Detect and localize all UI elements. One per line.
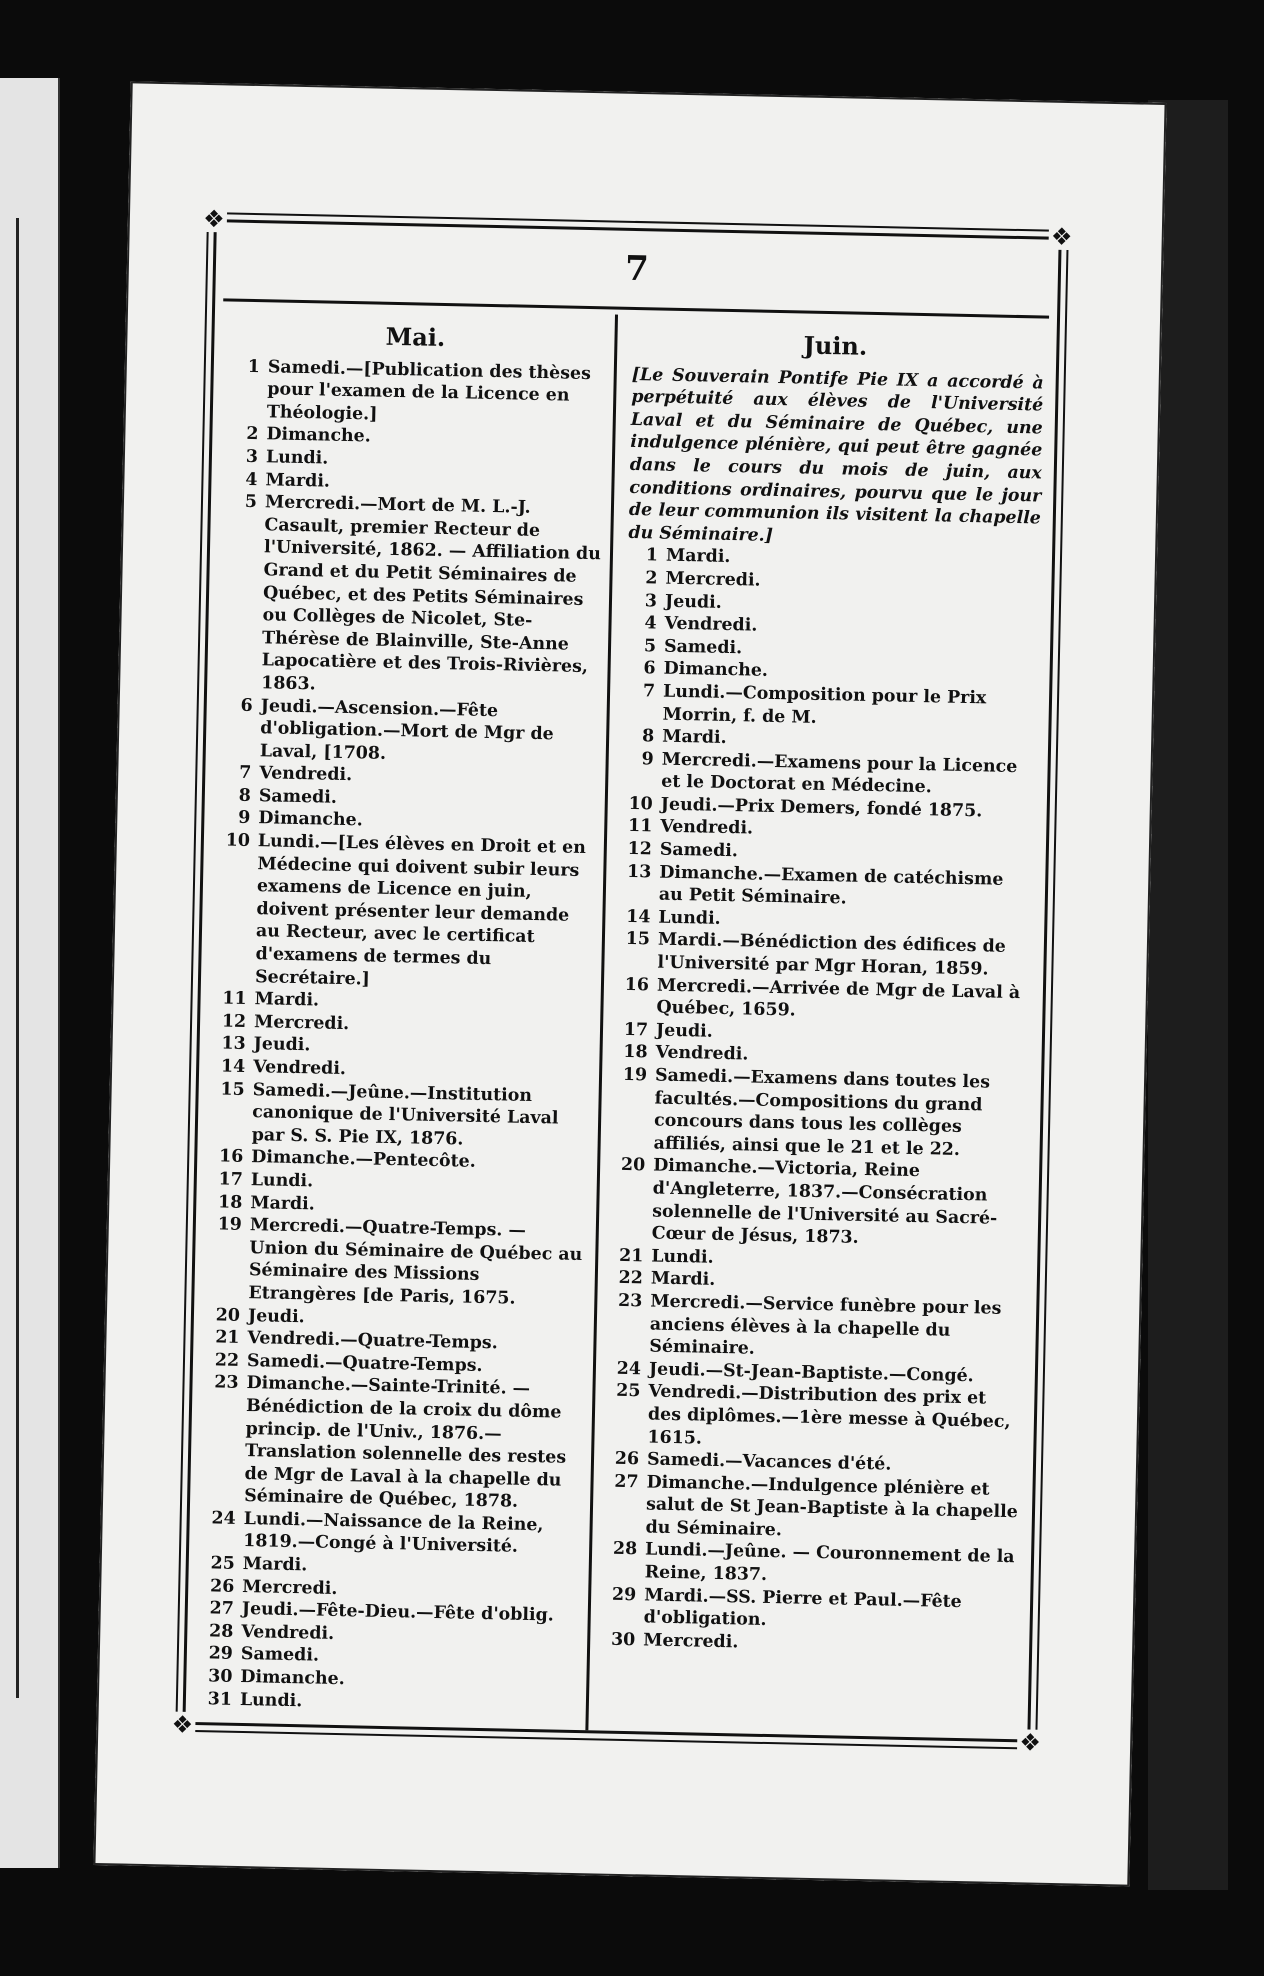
day-number: 30: [610, 1629, 636, 1651]
day-number: 29: [208, 1643, 234, 1665]
day-text: Samedi.—Quatre-Temps.: [246, 1350, 483, 1376]
day-number: 27: [614, 1471, 639, 1492]
day-number: 19: [217, 1214, 243, 1236]
day-number: 4: [644, 613, 657, 634]
day-text: Dimanche.—Examen de catéchisme au Petit Séminaire.: [658, 862, 1004, 909]
day-text: Samedi.—Jeûne.—Institution canonique de l'Université Laval par S. S. Pie IX, 1876.: [251, 1079, 559, 1150]
day-number: 11: [222, 988, 247, 1010]
day-number: 17: [623, 1019, 649, 1041]
calendar-entry: [199, 1507, 582, 1560]
day-text: Vendredi.: [655, 1042, 749, 1065]
day-text: Jeudi.: [664, 591, 722, 613]
day-text: Jeudi.: [253, 1034, 311, 1056]
day-number: 19: [622, 1064, 648, 1086]
day-text: Jeudi.: [247, 1305, 305, 1327]
day-text: Lundi.: [651, 1246, 714, 1268]
day-text: Vendredi.: [241, 1621, 335, 1644]
day-text: Mercredi.—Service funèbre pour les anciens élèves à la chapelle du Séminaire.: [649, 1291, 1002, 1359]
day-number: 4: [245, 469, 258, 490]
day-number: 13: [626, 861, 652, 883]
day-text: Lundi.—Composition pour le Prix Morrin, f. de M.: [662, 681, 987, 728]
day-text: Samedi.—Vacances d'été.: [646, 1449, 892, 1475]
day-text: Vendredi.: [664, 613, 758, 636]
calendar-entry: [608, 1154, 1028, 1253]
day-number: 5: [643, 635, 657, 657]
day-text: Mardi.: [254, 989, 320, 1011]
day-text: Jeudi.—Prix Demers, fondé 1875.: [660, 794, 983, 822]
left-page-rule: [16, 218, 25, 1698]
day-text: Samedi.: [659, 839, 739, 862]
day-number: 7: [642, 681, 656, 702]
calendar-entry: [200, 1371, 585, 1515]
day-text: Dimanche.: [240, 1667, 345, 1690]
day-text: Mardi.—SS. Pierre et Paul.—Fête d'obligation.: [643, 1585, 962, 1631]
day-text: Samedi.—[Publication des thèses pour l'examen de la Licence en Théologie.]: [266, 356, 592, 425]
day-number: 17: [218, 1169, 244, 1190]
day-text: Lundi.: [250, 1170, 314, 1192]
day-text: Dimanche.—Sainte-Trinité. — Bénédiction de la croix du dôme princip. de l'Univ., 1876.—Translation solennelle des restes de Mgr de Laval à la chapelle du Séminaire de Québec, 1878.: [243, 1373, 567, 1513]
day-number: 22: [214, 1350, 240, 1371]
day-text: Dimanche.: [266, 424, 371, 447]
day-text: Samedi.: [663, 636, 743, 658]
day-number: 28: [208, 1621, 234, 1642]
day-text: Samedi.: [240, 1644, 320, 1667]
calendar-entry: [216, 694, 599, 770]
day-text: Vendredi.: [252, 1057, 347, 1080]
day-text: Vendredi.—Distribution des prix et des diplômes.—1ère messe à Québec, 1615.: [647, 1381, 1011, 1449]
corner-ornament-icon: ❖: [1048, 224, 1075, 251]
day-number: 24: [211, 1508, 236, 1529]
day-text: Mercredi.—Mort de M. L.-J. Casault, premier Recteur de l'Université, 1862. — Affiliation du Grand et du Petit Séminaires de Québec, et des Petits Séminaires ou Collèges de Nicolet, Ste-Thérèse de Blainville, Ste-Anne Lapocatière et des Trois-Rivières, 1863.: [261, 492, 602, 695]
day-number: 7: [239, 763, 252, 784]
day-text: Lundi.: [658, 907, 721, 929]
day-number: 15: [625, 929, 651, 950]
day-text: Samedi.—Examens dans toutes les facultés.—Compositions du grand concours dans tous les collèges affiliés, ainsi que le 21 et le 22.: [653, 1065, 991, 1160]
june-intro-note: [Le Souverain Pontife Pie IX a accordé à perpétuité aux élèves de l'Université Laval et du Séminaire de Québec, une indulgence plénière, qui peut être gagnée dans le cours du mois de juin, aux conditions ordinaires, pourvu que le jour de leur communion ils visitent la chapelle du Séminaire.]: [628, 364, 1044, 546]
day-text: Mardi.: [650, 1268, 716, 1291]
day-text: Jeudi.—St-Jean-Baptiste.—Congé.: [648, 1359, 974, 1387]
may-entries: [196, 355, 606, 1718]
day-text: Mercredi.: [253, 1011, 350, 1034]
day-number: 26: [614, 1448, 640, 1470]
calendar-entry: [605, 1290, 1024, 1367]
june-column: [599, 327, 1045, 1660]
day-number: 25: [616, 1381, 641, 1402]
day-text: Mercredi.: [242, 1576, 338, 1599]
almanac-page: [93, 81, 1166, 1886]
day-text: Lundi.—[Les élèves en Droit et en Médecine qui doivent subir leurs examens de Licence en juin, doivent présenter leur demande au Recteur, avec le certificat d'examens de termes du Secrétaire.]: [254, 831, 587, 990]
calendar-entry: [223, 355, 606, 431]
day-text: Vendredi.: [660, 817, 754, 840]
day-number: 21: [618, 1245, 644, 1267]
day-number: 1: [645, 545, 659, 566]
day-number: 23: [617, 1290, 643, 1312]
calendar-entry: [204, 1213, 588, 1311]
day-text: Lundi.—Naissance de la Reine, 1819.—Congé à l'Université.: [243, 1508, 544, 1558]
corner-ornament-icon: ❖: [1017, 1729, 1044, 1756]
day-text: Dimanche.—Pentecôte.: [251, 1147, 476, 1173]
day-number: 16: [218, 1146, 244, 1168]
day-text: Lundi.—Jeûne. — Couronnement de la Reine, 1837.: [644, 1539, 1015, 1586]
day-text: Mercredi.—Examens pour la Licence et le Doctorat en Médecine.: [661, 749, 1018, 798]
day-number: 16: [624, 974, 650, 996]
day-text: Jeudi.—Fête-Dieu.—Fête d'oblig.: [241, 1599, 555, 1626]
day-number: 3: [644, 590, 658, 612]
day-number: 21: [215, 1327, 240, 1349]
day-text: Mercredi.—Arrivée de Mgr de Laval à Québec, 1659.: [656, 975, 1021, 1021]
calendar-entry: [208, 1078, 591, 1154]
day-number: 6: [643, 658, 656, 679]
month-title-may: Mai.: [385, 321, 446, 352]
day-number: 25: [210, 1553, 235, 1574]
day-text: Mercredi.: [665, 568, 761, 591]
day-number: 20: [215, 1304, 241, 1326]
day-number: 20: [620, 1155, 646, 1176]
day-number: 2: [246, 424, 259, 445]
day-number: 8: [641, 726, 655, 747]
day-number: 24: [616, 1358, 642, 1380]
day-number: 11: [627, 816, 653, 837]
day-number: 12: [627, 838, 653, 860]
day-number: 12: [221, 1011, 247, 1032]
day-text: Dimanche.—Victoria, Reine d'Angleterre, 1837.—Consécration solennelle de l'Université au Sacré-Cœur de Jésus, 1873.: [651, 1155, 998, 1248]
day-number: 31: [207, 1688, 233, 1710]
day-number: 10: [225, 830, 251, 852]
day-number: 29: [611, 1584, 637, 1605]
calendar-entry: [601, 1470, 1020, 1547]
day-number: 8: [238, 785, 252, 806]
day-text: Mardi.: [250, 1192, 316, 1215]
day-number: 22: [618, 1268, 644, 1289]
day-text: Mardi.: [265, 469, 331, 492]
day-text: Jeudi.: [655, 1020, 713, 1042]
adjacent-left-page: [0, 78, 60, 1868]
day-text: Mardi.: [661, 726, 727, 749]
day-text: Mercredi.: [643, 1630, 739, 1653]
day-text: Samedi.: [258, 786, 338, 808]
june-entries: [599, 544, 1040, 1660]
day-number: 26: [209, 1575, 235, 1597]
may-column: [196, 318, 607, 1718]
month-title-june: Juin.: [803, 330, 868, 361]
page-frame: [171, 204, 1073, 1757]
day-number: 10: [628, 793, 653, 815]
day-number: 9: [238, 808, 251, 829]
page-number: 7: [624, 248, 650, 290]
day-number: 2: [645, 568, 658, 589]
day-number: 13: [221, 1033, 246, 1055]
day-number: 18: [217, 1191, 243, 1213]
corner-ornament-icon: ❖: [169, 1712, 196, 1739]
calendar-entry: [609, 1064, 1029, 1163]
day-text: Dimanche.: [258, 808, 363, 831]
day-number: 14: [625, 906, 651, 928]
day-text: Dimanche.: [663, 658, 769, 682]
day-text: Mercredi.—Quatre-Temps. — Union du Séminaire de Québec au Séminaire des Missions Etrangères [de Paris, 1675.: [248, 1215, 583, 1309]
day-text: Mardi.—Bénédiction des édifices de l'Université par Mgr Horan, 1859.: [657, 930, 1006, 980]
header-rule: [223, 298, 1049, 318]
day-text: Jeudi.—Ascension.—Fête d'obligation.—Mort de Mgr de Laval, [1708.: [259, 695, 554, 764]
day-number: 27: [209, 1598, 235, 1620]
calendar-entry: [217, 490, 603, 701]
day-text: Lundi.: [239, 1689, 303, 1711]
day-number: 28: [612, 1539, 638, 1560]
day-number: 23: [214, 1372, 239, 1394]
day-number: 14: [220, 1056, 246, 1077]
day-text: Vendredi.—Quatre-Temps.: [247, 1328, 498, 1354]
day-text: Mardi.: [665, 546, 731, 568]
day-number: 5: [244, 491, 258, 513]
day-text: Dimanche.—Indulgence plénière et salut de St Jean-Baptiste à la chapelle du Séminaire.: [645, 1472, 1018, 1541]
calendar-entry: [211, 829, 596, 995]
day-text: Vendredi.: [259, 763, 353, 786]
day-text: Lundi.: [265, 447, 329, 469]
day-number: 18: [623, 1042, 648, 1063]
day-number: 1: [247, 356, 261, 377]
day-number: 30: [207, 1666, 233, 1687]
day-number: 3: [245, 446, 259, 468]
day-text: Mardi.: [242, 1554, 308, 1576]
day-number: 15: [220, 1079, 245, 1100]
day-number: 9: [641, 748, 654, 770]
day-number: 6: [240, 695, 253, 716]
corner-ornament-icon: ❖: [201, 206, 228, 233]
calendar-entry: [603, 1380, 1022, 1457]
